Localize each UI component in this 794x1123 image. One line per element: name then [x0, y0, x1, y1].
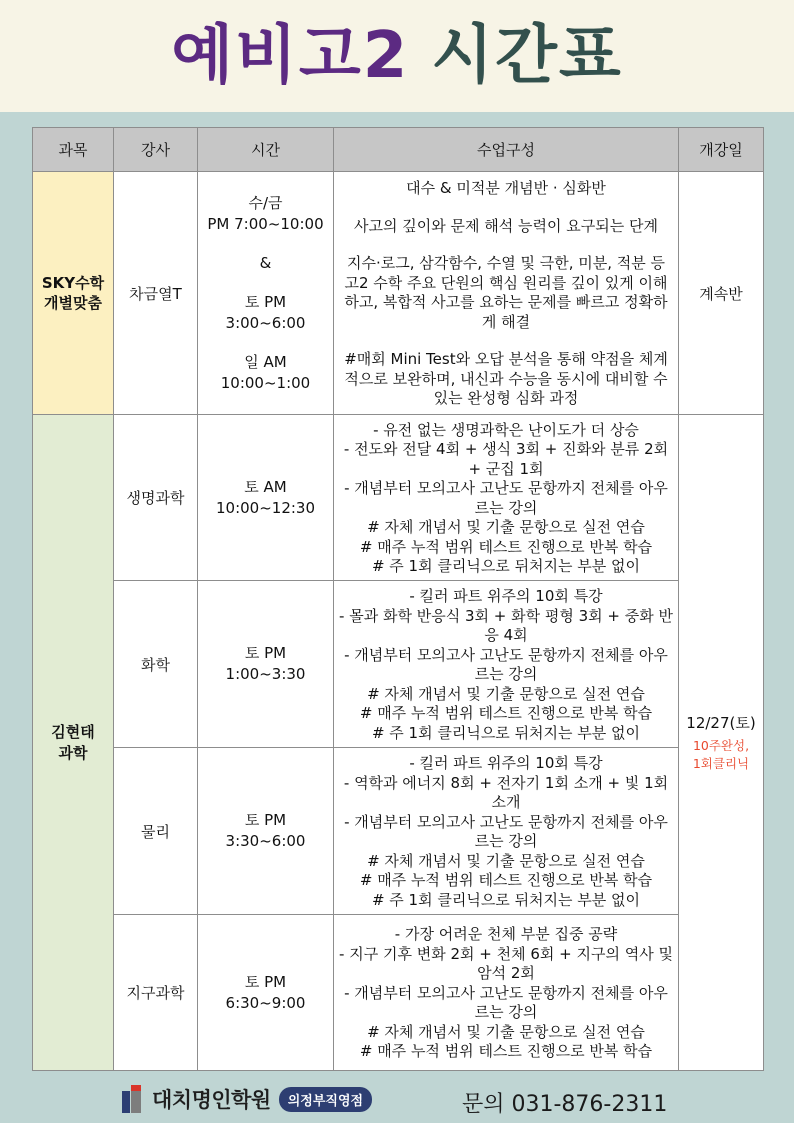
teacher-sky: 차금열T [114, 172, 198, 415]
open-date: 12/27(토) [686, 713, 756, 732]
contact-phone: 문의 031-876-2311 [462, 1092, 668, 1117]
subject-line1: 김현태 [51, 723, 95, 742]
time-line: 토 AM [244, 477, 287, 496]
content-line: - 유전 없는 생명과학은 난이도가 더 상승 [373, 420, 639, 439]
content-line: # 주 1회 클리닉으로 뒤처지는 부분 없이 [371, 723, 641, 742]
content-line: - 킬러 파트 위주의 10회 특강 [409, 587, 603, 605]
time-biology [198, 415, 334, 581]
table-row-chemistry [33, 581, 764, 748]
content-line: # 매주 누적 범위 테스트 진행으로 반복 학습 [359, 871, 653, 889]
content-line: # 매주 누적 범위 테스트 진행으로 반복 학습 [359, 704, 653, 722]
content-line: # 자체 개념서 및 기출 문항으로 실전 연습 [367, 518, 645, 536]
time-line: 6:30~9:00 [225, 993, 306, 1012]
header-row [33, 128, 764, 172]
open-note-line2: 1회클리닉 [692, 756, 750, 771]
subject-line1: SKY수학 [41, 273, 105, 292]
content-line: - 역학과 에너지 8회 + 전자기 1회 소개 + 빛 1회 소개 [343, 773, 669, 811]
table-row-physics [33, 748, 764, 915]
content-line: - 전도와 전달 4회 + 생식 3회 + 진화와 분류 2회 + 군집 1회 [343, 440, 669, 478]
col-teacher: 강사 [114, 128, 198, 172]
content-line: - 가장 어려운 천체 부분 집중 공략 [394, 925, 618, 944]
content-earth-science [334, 915, 679, 1071]
content-line: 사고의 깊이와 문제 해석 능력이 요구되는 단계 [354, 216, 658, 235]
time-physics [198, 748, 334, 915]
content-line: # 주 1회 클리닉으로 뒤처지는 부분 없이 [371, 890, 641, 909]
time-chemistry [198, 581, 334, 748]
subject-line2: 개별맞춤 [44, 294, 102, 312]
col-open-date: 개강일 [679, 128, 764, 172]
branch-badge: 의정부직영점 [279, 1087, 372, 1112]
time-line: 토 PM [244, 972, 287, 991]
academy-logo-icon [122, 1085, 144, 1113]
open-note-line1: 10주완성, [692, 737, 750, 753]
course-physics: 물리 [114, 748, 198, 915]
page-title [171, 19, 623, 93]
course-chemistry: 화학 [114, 581, 198, 748]
time-line: 일 AM [244, 352, 287, 371]
content-line: - 지구 기후 변화 2회 + 천체 6회 + 지구의 역사 및 암석 2회 [339, 944, 673, 983]
subject-science [33, 415, 114, 1071]
content-line: - 개념부터 모의고사 고난도 문항까지 전체를 아우르는 강의 [344, 479, 668, 517]
time-line: 토 PM [244, 292, 287, 311]
content-line: 대수 & 미적분 개념반 · 심화반 [406, 179, 606, 198]
content-line: - 개념부터 모의고사 고난도 문항까지 전체를 아우르는 강의 [344, 645, 668, 683]
time-line: 3:00~6:00 [225, 313, 306, 332]
content-line: - 킬러 파트 위주의 10회 특강 [409, 754, 603, 772]
course-earth-science: 지구과학 [114, 915, 198, 1071]
content-line: # 자체 개념서 및 기출 문항으로 실전 연습 [367, 684, 645, 703]
content-physics [334, 748, 679, 915]
content-line: - 개념부터 모의고사 고난도 문항까지 전체를 아우르는 강의 [344, 812, 668, 850]
academy-logo [122, 1084, 372, 1114]
table-row-biology [33, 415, 764, 581]
time-earth-science [198, 915, 334, 1071]
time-line: 1:00~3:30 [225, 665, 306, 683]
col-subject: 과목 [33, 128, 114, 172]
content-chemistry [334, 581, 679, 748]
time-line: 3:30~6:00 [225, 832, 306, 850]
academy-name: 대치명인학원 [152, 1088, 271, 1112]
course-biology: 생명과학 [114, 415, 198, 581]
page-footer [0, 1078, 794, 1123]
time-line: 수/금 [248, 193, 283, 212]
time-line: 10:00~1:00 [220, 373, 311, 392]
timetable [32, 127, 764, 1071]
content-sky [334, 172, 679, 415]
table-row-earth-science [33, 915, 764, 1071]
subject-sky-math [33, 172, 114, 415]
time-line: 토 PM [244, 644, 287, 662]
content-line: # 매주 누적 범위 테스트 진행으로 반복 학습 [359, 1042, 653, 1061]
col-time: 시간 [198, 128, 334, 172]
open-science [679, 415, 764, 1071]
time-sky [198, 172, 334, 415]
table-row-sky-math [33, 172, 764, 415]
col-content: 수업구성 [334, 128, 679, 172]
page-header [0, 0, 794, 112]
time-line: & [259, 253, 272, 272]
open-note [679, 737, 763, 773]
time-line: PM 7:00~10:00 [207, 214, 324, 233]
content-line: # 매주 누적 범위 테스트 진행으로 반복 학습 [359, 537, 653, 556]
time-line: 토 PM [244, 811, 287, 829]
open-sky: 계속반 [679, 172, 764, 415]
content-biology [334, 415, 679, 581]
title-part1: 예비고2 [171, 19, 410, 93]
content-line: # 주 1회 클리닉으로 뒤처지는 부분 없이 [371, 557, 641, 575]
content-line: 지수·로그, 삼각함수, 수열 및 극한, 미분, 적분 등 고2 수학 주요 단원의 핵심 원리를 깊이 있게 이해하고, 복합적 사고를 요하는 문제를 빠르고 정확하게 해결 [344, 254, 668, 331]
content-line: - 몰과 화학 반응식 3회 + 화학 평형 3회 + 중화 반응 4회 [339, 606, 673, 644]
content-line: - 개념부터 모의고사 고난도 문항까지 전체를 아우르는 강의 [344, 983, 668, 1022]
time-line: 10:00~12:30 [215, 498, 316, 517]
subject-line2: 과학 [58, 743, 88, 762]
title-part2: 시간표 [431, 19, 623, 93]
content-line: # 자체 개념서 및 기출 문항으로 실전 연습 [367, 851, 645, 870]
content-line: #매회 Mini Test와 오답 분석을 통해 약점을 체계적으로 보완하며, 내신과 수능을 동시에 대비할 수 있는 완성형 심화 과정 [344, 350, 668, 408]
content-line: # 자체 개념서 및 기출 문항으로 실전 연습 [367, 1022, 645, 1041]
